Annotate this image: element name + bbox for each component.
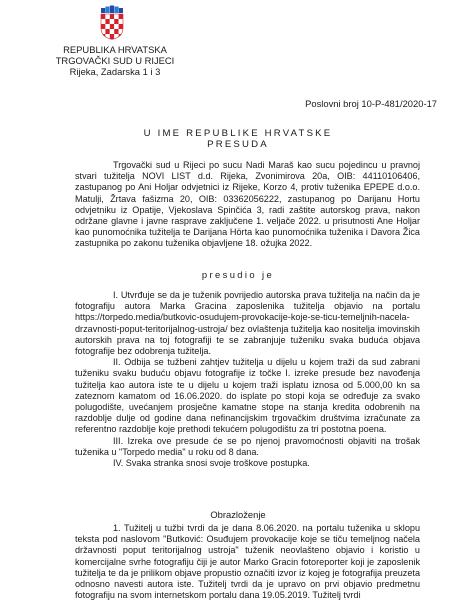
presudio-heading: presudio je: [201, 269, 275, 280]
crest-square: [110, 29, 114, 34]
case-number: Poslovni broj 10-P-481/2020-17: [305, 98, 437, 109]
header-court: TRGOVAČKI SUD U RIJECI: [55, 55, 175, 67]
court-header: [40, 44, 190, 78]
crest-square: [114, 24, 118, 29]
header-country: REPUBLIKA HRVATSKA: [63, 44, 167, 55]
intro-paragraph: [75, 160, 420, 250]
reasoning-heading: Obrazloženje: [210, 509, 266, 520]
ruling-item: II. Odbija se tužbeni zahtjev tužitelja u dijelu u kojem traži da sud zabrani tuženiku svaku buduću objavu fotografije iz točke I. izreke presude bez navođenja tužitelja kao autora iste te u dijelu u kojem traži isplatu iznosa od 5.000,00 kn sa zateznom kamatom od 16.06.2020. do isplate po stopi koja se određuje za svako polugodište, uvećanjem prosječne kamatne stope na stanja kredita odobrenih na razdoblje dulje od godine dana nefinancijskim trgovačkim društvima izračunate za referentno razdoblje koje prethodi tekućem polugodištu za tri postotna poena.: [75, 357, 420, 435]
reasoning-section: [75, 523, 420, 601]
croatian-coat-of-arms-icon: [100, 4, 124, 40]
reasoning-paragraph: 1. Tužitelj u tužbi tvrdi da je dana 8.06.2020. na portalu tuženika u sklopu teksta pod naslovom "Butković: Osuđujem provokacije koje se tiču temeljnog načela državnosti poput teritorijalnog ustroja" tuženik neovlašteno objavio i koristio u komercijalne svrhe fotografiju čiji je autor Marko Gracin fotoreporter koji je zaposlenik tužitelja te da je prilikom objave propustio označiti izvor iz kojeg je fotografija preuzeta odnosno navesti autora iste. Tužitelj tvrdi da je upravo on prvi objavio predmetnu fotografiju na svom internetskom portalu dana 19.05.2019. Tužitelj tvrdi: [75, 523, 420, 601]
header-address: Rijeka, Zadarska 1 i 3: [69, 66, 161, 78]
crest-square: [101, 24, 105, 29]
crest-square: [110, 24, 114, 29]
crest-crown: [101, 6, 123, 14]
crest-square: [114, 19, 118, 24]
ruling-item: I. Utvrđuje se da je tuženik povrijedio autorska prava tužitelja na način da je fotografiju autora Marka Gracina zaposlenika tužitelja objavio na portalu https://torpedo.media/butkovic-osudujem-provokacije-koje-se-ticu-temeljnih-nacela-drzavnosti-poput-teritorijalnog-ustroja/ bez ovlaštenja tužitelja kao nositelja imovinskih autorskih prava na toj fotografiji te se zabranjuje tuženiku svaka buduća objava fotografije bez odobrenja tužitelja.: [75, 290, 420, 357]
crest-square: [105, 29, 109, 34]
intro-text: Trgovački sud u Rijeci po sucu Nadi Maraš kao sucu pojedincu u pravnoj stvari tužitelja NOVI LIST d.d. Rijeka, Zvonimirova 20a, OIB: 44110106406, zastupanog po Ani Holjar odvjetnici iz Rijeke, Korzo 4, protiv tuženika EPEPE d.o.o. Matulji, Žrtava fašizma 20, OIB: 03362056222, zastupanog po Darijanu Hortu odvjetniku iz Opatije, Vjekoslava Spinčića 3, radi zaštite autorskog prava, nakon održane glavne i javne rasprave zaključene 1. veljače 2022. u prisutnosti Ane Holjar kao punomoćnika tužitelja te Darijana Hörta kao punomoćnika tuženika i Davora Žica zastupnika po zakonu tuženika objavljene 18. ožujka 2022.: [75, 160, 420, 249]
rulings-section: [75, 290, 420, 469]
crest-square: [105, 24, 109, 29]
crest-square: [110, 14, 114, 19]
crest-square: [101, 14, 105, 19]
crest-shield: [101, 14, 123, 39]
crest-square: [105, 19, 109, 24]
crest-square: [110, 34, 114, 39]
ruling-item: III. Izreka ove presude će se po njenoj pravomoćnosti objaviti na trošak tuženika u "Torpedo media" u roku od 8 dana.: [75, 435, 420, 457]
crest-square: [119, 14, 123, 19]
crest-square: [119, 19, 123, 24]
crest-square: [101, 19, 105, 24]
crest-square: [114, 14, 118, 19]
crest-square: [105, 14, 109, 19]
crest-square: [110, 19, 114, 24]
document-title-line2: PRESUDA: [207, 139, 269, 150]
crest-square: [114, 29, 118, 34]
ruling-item: IV. Svaka stranka snosi svoje troškove postupka.: [113, 458, 310, 469]
document-title-line1: U IME REPUBLIKE HRVATSKE: [143, 128, 333, 139]
crest-square: [119, 24, 123, 29]
